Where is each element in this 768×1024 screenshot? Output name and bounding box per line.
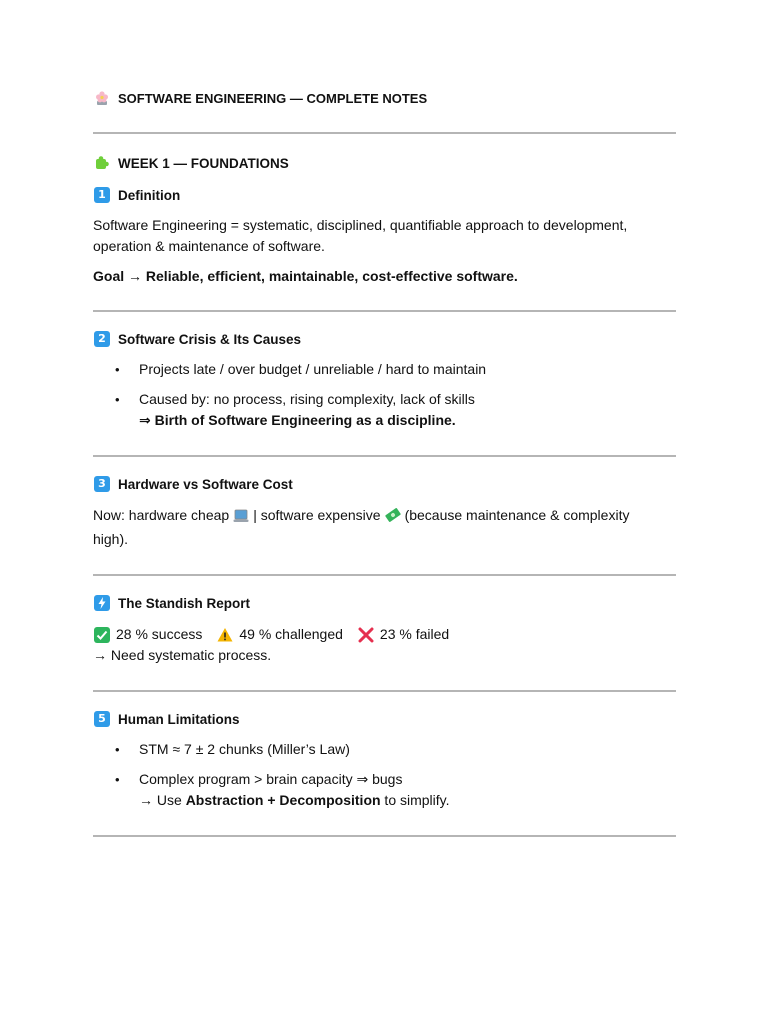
list-item: • STM ≈ 7 ± 2 chunks (Miller’s Law) — [93, 739, 676, 760]
failed-stat: 23 % failed — [379, 626, 450, 642]
money-icon — [385, 507, 401, 529]
section-standish-heading — [93, 592, 676, 614]
goal-arrow: → — [128, 268, 143, 284]
section-crisis-heading — [93, 328, 676, 350]
success-stat: 28 % success — [116, 626, 203, 642]
notes-content — [93, 87, 676, 837]
definition-line-2: operation & maintenance of software. — [93, 238, 325, 254]
sakura-icon — [93, 89, 111, 107]
keycap-one-icon: 1 — [93, 186, 111, 204]
list-item: • Caused by: no process, rising complexity, lack of skills ⇒ Birth of Software Engineering as a discipline. — [93, 389, 676, 431]
keycap-five-icon: 5 — [93, 710, 111, 728]
challenged-stat: 49 % challenged — [239, 626, 343, 642]
keycap-three-icon: 3 — [93, 475, 111, 493]
week-heading — [93, 152, 676, 174]
document-title-text: SOFTWARE ENGINEERING — COMPLETE NOTES — [118, 90, 428, 106]
section-heading-text: Human Limitations — [118, 711, 240, 727]
standish-stats — [93, 624, 676, 645]
section-heading-text: The Standish Report — [118, 595, 251, 611]
section-heading-text: Definition — [118, 187, 181, 203]
section-definition-heading — [93, 184, 676, 206]
lightning-icon — [93, 594, 111, 612]
human-list — [93, 739, 676, 811]
section-heading-text: Software Crisis & Its Causes — [118, 331, 302, 347]
cross-icon — [357, 626, 375, 644]
week-heading-text: WEEK 1 — FOUNDATIONS — [118, 155, 289, 171]
document-title — [93, 87, 676, 109]
divider — [93, 835, 676, 837]
crisis-note: ⇒ Birth of Software Engineering as a discipline. — [139, 412, 456, 428]
goal-line — [93, 266, 676, 287]
goal-text: Reliable, efficient, maintainable, cost-effective software. — [145, 268, 518, 284]
section-cost-heading — [93, 473, 676, 495]
definition-line-1: Software Engineering = systematic, disciplined, quantifiable approach to development, — [93, 217, 628, 233]
warning-icon — [216, 626, 234, 644]
standish-note: → Need systematic process. — [93, 647, 272, 663]
section-human-heading — [93, 708, 676, 730]
crisis-list — [93, 359, 676, 431]
check-icon — [93, 626, 111, 644]
laptop-icon — [233, 508, 249, 529]
goal-label: Goal — [93, 268, 125, 284]
abstraction-term: Abstraction + Decomposition — [185, 792, 381, 808]
list-item: • Complex program > brain capacity ⇒ bugs → Use Abstraction + Decomposition to simplify. — [93, 769, 676, 811]
section-heading-text: Hardware vs Software Cost — [118, 476, 293, 492]
list-item: • Projects late / over budget / unreliable / hard to maintain — [93, 359, 676, 380]
puzzle-icon — [93, 154, 111, 172]
keycap-two-icon: 2 — [93, 330, 111, 348]
cost-line: Now: hardware cheap | software expensive (because maintenance & complexity high). — [93, 507, 630, 547]
